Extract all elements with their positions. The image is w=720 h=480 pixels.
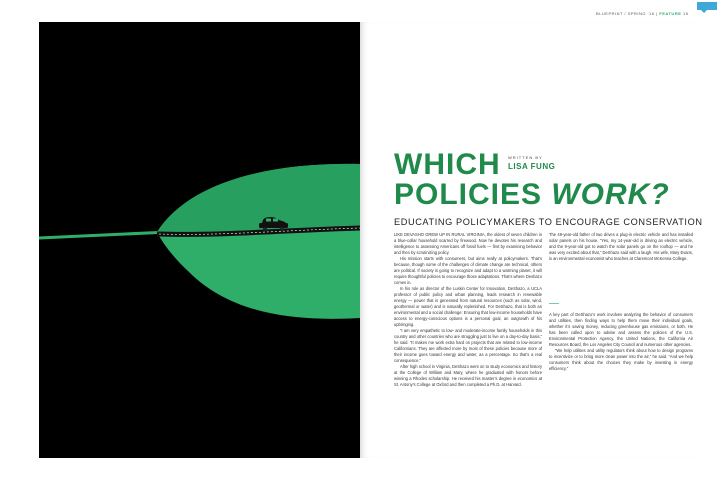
section-divider: [549, 303, 559, 304]
leaf-upper-half: [157, 164, 360, 232]
headline-line-2-part-1: POLICIES: [394, 178, 552, 211]
body-paragraph: A key part of DeShazo’s work involves analyzing the behavior of consumers and utilities, then finding ways to help them move their individual goals, whether it’s saving money, reducing greenhouse gas emissions, or both. He has been called upon to advise and assess the policies of the U.S. Environmental Protection Agency, the United Nations, the California Air Resources Board, the Los Angeles City Council and numerous other agencies.: [549, 312, 693, 347]
leaf-road-illustration: [39, 22, 360, 458]
page-number: 15: [683, 11, 689, 16]
body-paragraph: The 49-year-old father of two drives a plug-in electric vehicle and has installed solar panels on his house. “Yes, my 14-year-old is driving an electric vehicle, and the 9-year-old got to watch the solar panels go on the rooftop — and he was very excited about that,” DeShazo said with a laugh. His wife, Mary Evans, is an environmental economist who teaches at Claremont McKenna College.: [549, 232, 693, 261]
leaf-stem: [39, 232, 169, 238]
publication-name: BLUEPRINT / SPRING ’16: [596, 11, 655, 16]
body-paragraph: LIKE DEVASHO GREW UP IN RURAL VIRGINIA, the oldest of seven children in a blue-collar household scarred by firewood. Now he devotes his research and intelligence to assessing Americans off fossil fuels — first by examining behavior and then by scrutinizing policy.: [394, 232, 542, 255]
body-paragraph: After high school in Virginia, DeShazo went on to study economics and history at the College of William and Mary, where he graduated with honors before winning a Rhodes scholarship. He received his master’s degree in economics at St. Antony’s College at Oxford and then completed a Ph.D. at Harvard.: [394, 364, 542, 387]
running-header: BLUEPRINT / SPRING ’16 | FEATURE 15: [596, 11, 689, 16]
author-name: LISA FUNG: [508, 162, 556, 171]
body-paragraph: In his role as director of the Luskin Center for Innovation, DeShazo, a UCLA professor of public policy and urban planning, leads research in renewable energy — power that is generated from natural resources (such as solar, wind, geothermal or water) and is naturally replenished. For DeShazo, that is both an environmental and a social challenge: Ensuring that low-income households have access to energy-conscious options is a personal goal, an outgrowth of his upbringing.: [394, 286, 542, 327]
body-column-1: [394, 232, 542, 388]
headline-line-2-part-2: WORK?: [551, 178, 670, 211]
body-paragraph: His mission starts with consumers, but aims really at policymakers. That’s because, though some of the challenges of climate change are technical, others are political. If society is going to recognize and adapt to a warming planet, it will require thoughtful policies to encourage those adaptations. That’s where Deshazo comes in.: [394, 256, 543, 285]
headline-line-2: [394, 180, 670, 210]
headline-line-1: WHICH: [394, 148, 501, 181]
body-paragraph: “I am very empathetic to low- and moderate-income family households in this country and other countries who are struggling just to live on a day-to-day basis,” he said. “It makes me work extra hard on projects that are related to low-income Californians. They are affected more by most of these policies because more of their income goes toward energy and water, as a percentage. So that’s a real consequence.”: [394, 328, 542, 363]
section-label: FEATURE: [659, 11, 682, 16]
byline-label: WRITTEN BY: [508, 155, 543, 160]
body-column-2: [549, 232, 693, 262]
body-paragraph: “We help utilities and utility regulators think about how to design programs to incentivize or to bring more clean power into the air,” he said. “And we help consumers think about the choices they make by investing in energy efficiency.”: [549, 348, 693, 371]
illustration-panel: [39, 22, 360, 458]
corner-tab-marker: [697, 2, 717, 10]
body-column-2-continued: [549, 312, 693, 372]
article-deck: EDUCATING POLICYMAKERS TO ENCOURAGE CONSERVATION: [394, 217, 703, 227]
